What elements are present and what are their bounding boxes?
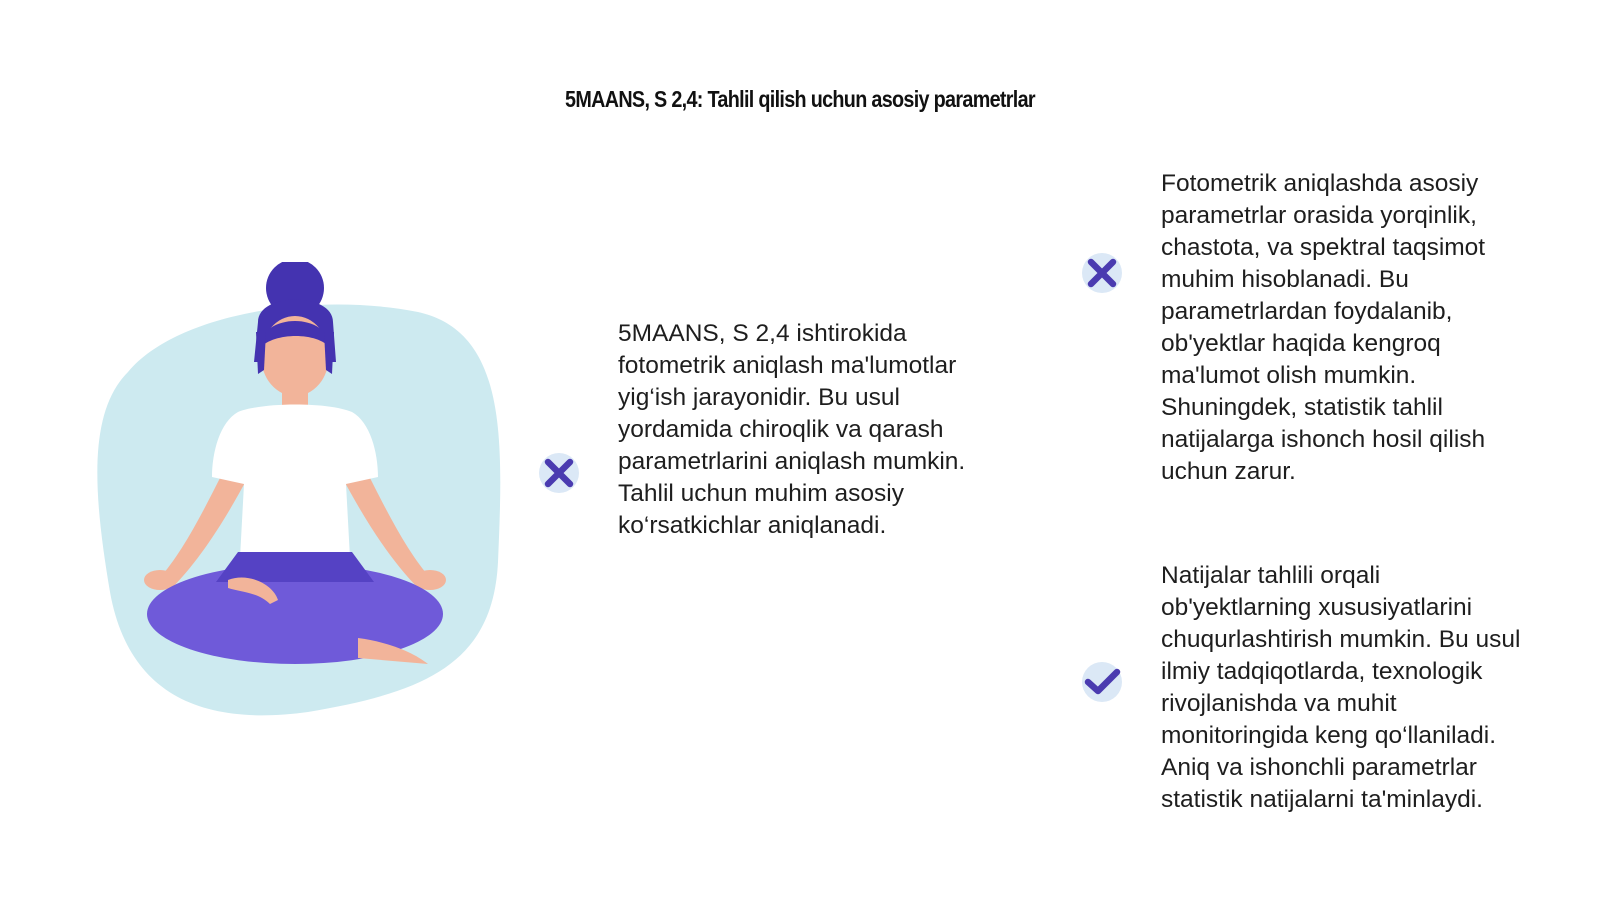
meditation-svg	[88, 262, 508, 732]
slide-title: 5MAANS, S 2,4: Tahlil qilish uchun asosiy parametrlar	[565, 86, 1035, 112]
x-icon	[537, 451, 581, 495]
point-text-right-bottom: Natijalar tahlili orqali ob'yektlarning xususiyatlarini chuqurlashtirish mumkin. Bu usul ilmiy tadqiqotlarda, texnologik rivojlanishda va muhit monitoringida keng qo‘llaniladi. Aniq va ishonchli parametrlar statistik natijalarni ta'minlaydi.	[1161, 562, 1521, 813]
point-text-main: 5MAANS, S 2,4 ishtirokida fotometrik aniqlash ma'lumotlar yig‘ish jarayonidir. Bu usul yordamida chiroqlik va qarash parametrlarini aniqlash mumkin. Tahlil uchun muhim asosiy ko‘rsatkichlar aniqlanadi.	[618, 320, 966, 539]
checkmark-icon	[1080, 660, 1124, 704]
x-icon	[1080, 251, 1124, 295]
point-text-right-top: Fotometrik aniqlashda asosiy parametrlar orasida yorqinlik, chastota, va spektral taqsimot muhim hisoblanadi. Bu parametrlardan foydalanib, ob'yektlar haqida kengroq ma'lumot olish mumkin. Shuningdek, statistik tahlil natijalarga ishonch hosil qilish uchun zarur.	[1161, 170, 1486, 485]
meditating-woman-illustration	[88, 262, 508, 732]
